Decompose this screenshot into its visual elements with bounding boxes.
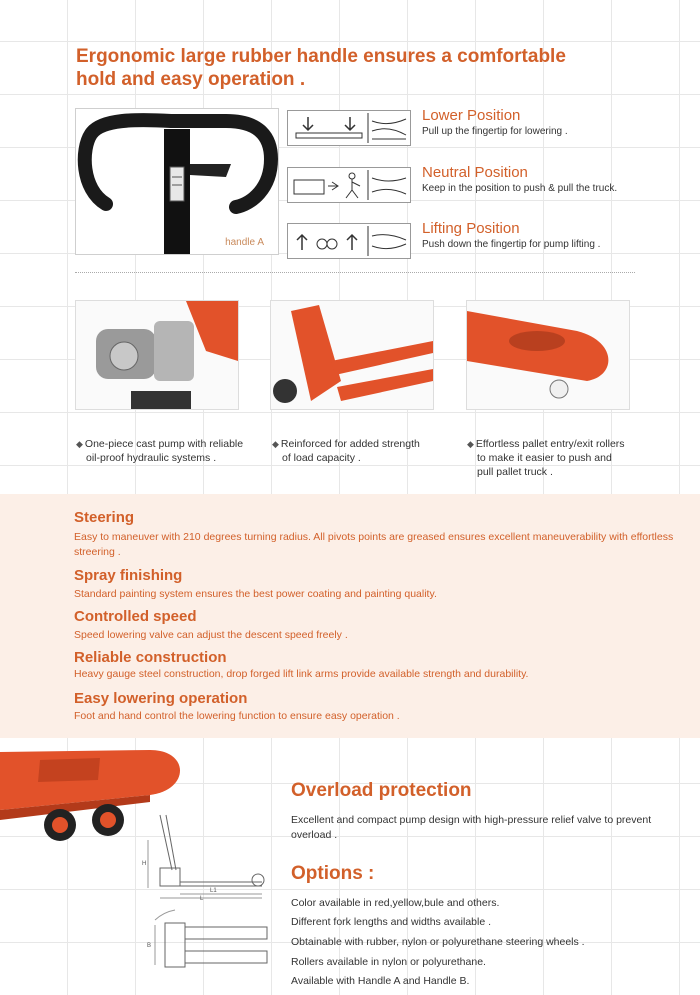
page-header	[76, 45, 676, 91]
controlled-speed-title: Controlled speed	[74, 608, 197, 625]
label-l1: L1	[210, 888, 217, 894]
lifting-position-desc: Push down the fingertip for pump lifting .	[422, 239, 601, 250]
top-view-drawing	[145, 905, 275, 985]
reliable-construction-text: Heavy gauge steel construction, drop forged lift link arms provide available strength and durability.	[74, 668, 529, 680]
lifting-position-title: Lifting Position	[422, 220, 520, 237]
handle-image	[75, 108, 279, 255]
lower-position-row	[287, 107, 687, 144]
person-icon	[346, 173, 360, 198]
feature-rollers-line2: to make it easier to push and	[477, 452, 612, 464]
easy-lowering-title: Easy lowering operation	[74, 690, 248, 707]
feature-reinforced-line1: Reinforced for added strength	[280, 438, 420, 450]
down-arrow-icon	[303, 117, 313, 130]
overload-text: Excellent and compact pump design with high-pressure relief valve to prevent overload .	[291, 814, 652, 841]
label-b: B	[147, 943, 152, 949]
down-arrow-icon	[345, 117, 355, 130]
spray-finishing-title: Spray finishing	[74, 567, 183, 584]
feature-pump-line1: One-piece cast pump with reliable	[84, 438, 244, 450]
feature-reinforced	[272, 437, 420, 465]
label-l: L	[200, 896, 204, 900]
rubber-handle-illustration	[76, 109, 278, 254]
roller-photo	[466, 300, 630, 410]
header-line-1: Ergonomic large rubber handle ensures a comfortable	[76, 46, 566, 67]
lower-position-diagram	[287, 110, 411, 146]
lower-position-title: Lower Position	[422, 107, 521, 124]
neutral-position-diagram	[287, 167, 411, 203]
neutral-position-title: Neutral Position	[422, 164, 528, 181]
feature-reinforced-line2: of load capacity .	[282, 452, 361, 464]
pump-photo	[75, 300, 239, 410]
feature-rollers	[467, 437, 625, 479]
steering-title: Steering	[74, 509, 135, 526]
easy-lowering-text: Foot and hand control the lowering function to ensure easy operation .	[74, 710, 400, 722]
neutral-position-desc: Keep in the position to push & pull the truck.	[422, 183, 618, 194]
option-item: Available with Handle A and Handle B.	[291, 975, 470, 987]
option-item: Different fork lengths and widths available .	[291, 916, 492, 928]
option-item: Color available in red,yellow,bule and others.	[291, 897, 500, 909]
diamond-bullet-icon: ◆	[272, 439, 279, 449]
reliable-construction-title: Reliable construction	[74, 649, 227, 666]
option-item: Rollers available in nylon or polyurethane.	[291, 956, 486, 968]
up-arrow-icon	[347, 235, 357, 250]
handle-caption: handle A	[225, 237, 264, 248]
controlled-speed-text: Speed lowering valve can adjust the descent speed freely .	[74, 629, 348, 641]
spray-finishing-text: Standard painting system ensures the best power coating and painting quality.	[74, 588, 437, 600]
lifting-position-row	[287, 220, 687, 257]
feature-pump	[76, 437, 243, 465]
dotted-divider	[75, 272, 635, 273]
overload-title: Overload protection	[291, 780, 472, 801]
feature-rollers-line3: pull pallet truck .	[477, 466, 553, 478]
pallet-truck-icon	[294, 180, 338, 194]
label-h: H	[142, 861, 147, 867]
side-view-drawing	[140, 810, 270, 900]
feature-pump-line2: oil-proof hydraulic systems .	[86, 452, 217, 464]
feature-rollers-line1: Effortless pallet entry/exit rollers	[475, 438, 625, 450]
diamond-bullet-icon: ◆	[467, 439, 474, 449]
header-line-2: hold and easy operation .	[76, 69, 306, 90]
diamond-bullet-icon: ◆	[76, 439, 83, 449]
up-arrow-icon	[297, 235, 307, 250]
neutral-position-row	[287, 164, 687, 201]
lower-position-desc: Pull up the fingertip for lowering .	[422, 126, 568, 137]
options-title: Options :	[291, 863, 375, 884]
steering-text: Easy to maneuver with 210 degrees turning radius. All pivots points are greased ensures excellent maneuverability with effortless streering .	[74, 531, 674, 558]
lifting-position-diagram	[287, 223, 411, 259]
fork-photo	[270, 300, 434, 410]
option-item: Obtainable with rubber, nylon or polyurethane steering wheels .	[291, 936, 585, 948]
